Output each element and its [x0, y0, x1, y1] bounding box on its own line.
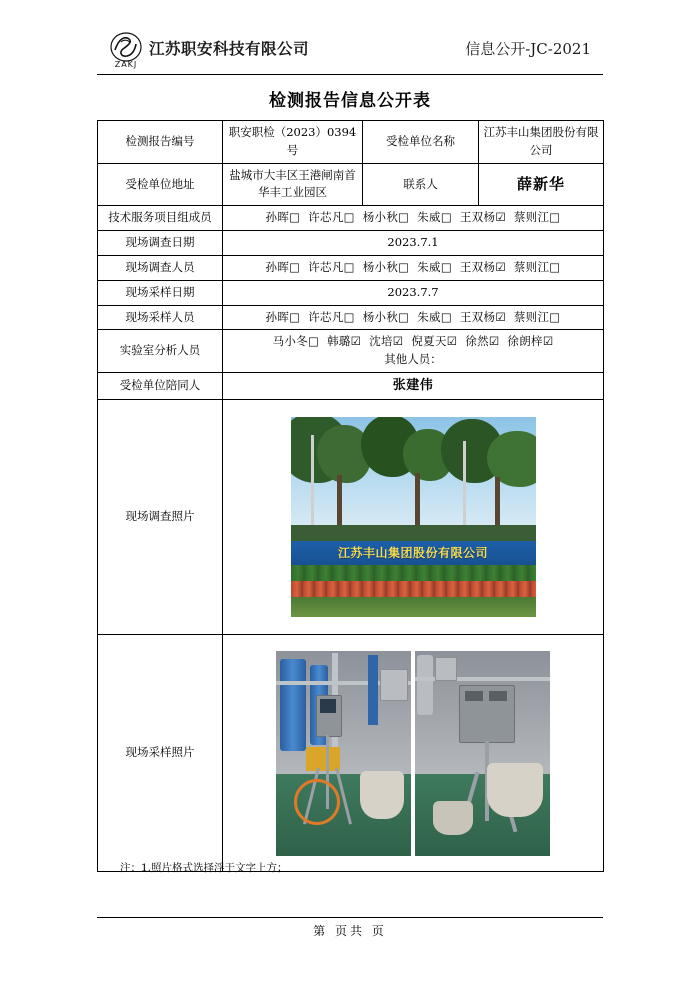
- person-checkbox[interactable]: 朱威□: [417, 210, 452, 225]
- person-checkbox[interactable]: 王双杨☑: [459, 259, 506, 274]
- table-note: 注：1.照片格式选择浮于文字上方；: [120, 862, 288, 874]
- table-row: [98, 163, 604, 206]
- sampling-photo-right: [415, 651, 550, 856]
- client-label: 受检单位名称: [363, 121, 479, 164]
- sampling-date-label: 现场采样日期: [98, 280, 223, 305]
- person-checkbox[interactable]: 马小冬□: [272, 334, 320, 349]
- escort-label: 受检单位陪同人: [98, 372, 223, 399]
- sampling-date-value: 2023.7.7: [223, 280, 604, 305]
- survey-photo-gate: [291, 417, 536, 617]
- report-no-label: 检测报告编号: [98, 121, 223, 164]
- person-checkbox[interactable]: 徐然☑: [465, 334, 500, 349]
- person-checkbox[interactable]: 韩璐☑: [327, 334, 362, 349]
- person-checkbox[interactable]: 杨小秋□: [362, 210, 410, 225]
- survey-staff-label: 现场调查人员: [98, 255, 223, 280]
- person-checkbox[interactable]: 许芯凡□: [308, 309, 355, 324]
- info-disclosure-table: [97, 120, 604, 872]
- table-row: [98, 206, 604, 231]
- table-row: [98, 372, 604, 399]
- page-footer: 第 页共 页: [313, 924, 387, 938]
- team-members: [223, 206, 604, 231]
- person-checkbox[interactable]: 朱威□: [417, 309, 452, 324]
- person-checkbox[interactable]: 沈培☑: [369, 334, 404, 349]
- lab-staff: [273, 334, 554, 348]
- address-value: 盐城市大丰区王港闸南首华丰工业园区: [223, 163, 363, 206]
- company-name: 江苏职安科技有限公司: [149, 39, 310, 58]
- survey-date-label: 现场调查日期: [98, 231, 223, 256]
- escort-signature: 张建伟: [223, 372, 604, 399]
- team-label: 技术服务项目组成员: [98, 206, 223, 231]
- table-row: [98, 280, 604, 305]
- person-checkbox[interactable]: 王双杨☑: [459, 210, 506, 225]
- table-row: [98, 400, 604, 635]
- table-row: [98, 121, 604, 164]
- person-checkbox[interactable]: 孙晖□: [265, 259, 301, 274]
- header-divider: [97, 74, 603, 75]
- lab-staff-label: 实验室分析人员: [98, 330, 223, 373]
- person-checkbox[interactable]: 许芯凡□: [308, 259, 355, 274]
- table-row: [98, 305, 604, 330]
- gate-wall-text: 江苏丰山集团股份有限公司: [337, 546, 488, 561]
- person-checkbox[interactable]: 杨小秋□: [362, 309, 410, 324]
- table-row: [98, 635, 604, 872]
- person-checkbox[interactable]: 蔡则江□: [513, 210, 561, 225]
- person-checkbox[interactable]: 蔡则江□: [513, 259, 561, 274]
- footer-divider: [97, 917, 603, 918]
- table-row: [98, 330, 604, 373]
- survey-photo-label: 现场调查照片: [98, 400, 223, 635]
- person-checkbox[interactable]: 杨小秋□: [362, 259, 410, 274]
- sampling-staff-label: 现场采样人员: [98, 305, 223, 330]
- sampling-photo-label: 现场采样照片: [98, 635, 223, 872]
- lab-staff-cell: [223, 330, 604, 373]
- person-checkbox[interactable]: 孙晖□: [265, 309, 301, 324]
- page-title: 检测报告信息公开表: [269, 91, 431, 111]
- company-logo-icon: [105, 30, 147, 70]
- svg-text:ZAKJ: ZAKJ: [114, 60, 138, 69]
- person-checkbox[interactable]: 孙晖□: [265, 210, 301, 225]
- person-checkbox[interactable]: 徐朗梓☑: [507, 334, 554, 349]
- page-header: [97, 28, 603, 74]
- sampling-photo-left: [276, 651, 411, 856]
- document-code: 信息公开-JC-2021: [465, 40, 591, 58]
- person-checkbox[interactable]: 王双杨☑: [459, 309, 506, 324]
- survey-photo-cell: [223, 400, 604, 635]
- sampling-photo-cell: [223, 635, 604, 872]
- person-checkbox[interactable]: 许芯凡□: [308, 210, 355, 225]
- person-checkbox[interactable]: 朱威□: [417, 259, 452, 274]
- address-label: 受检单位地址: [98, 163, 223, 206]
- table-row: [98, 231, 604, 256]
- table-row: [98, 255, 604, 280]
- person-checkbox[interactable]: 蔡则江□: [513, 309, 561, 324]
- report-no-value: 职安职检（2023）0394 号: [223, 121, 363, 164]
- lab-other-label: 其他人员：: [384, 352, 442, 367]
- survey-staff: [223, 255, 604, 280]
- contact-label: 联系人: [363, 163, 479, 206]
- contact-signature: 薛新华: [479, 163, 604, 206]
- survey-date-value: 2023.7.1: [223, 231, 604, 256]
- person-checkbox[interactable]: 倪夏天☑: [411, 334, 458, 349]
- sampling-staff: [223, 305, 604, 330]
- client-value: 江苏丰山集团股份有限公司: [479, 121, 604, 164]
